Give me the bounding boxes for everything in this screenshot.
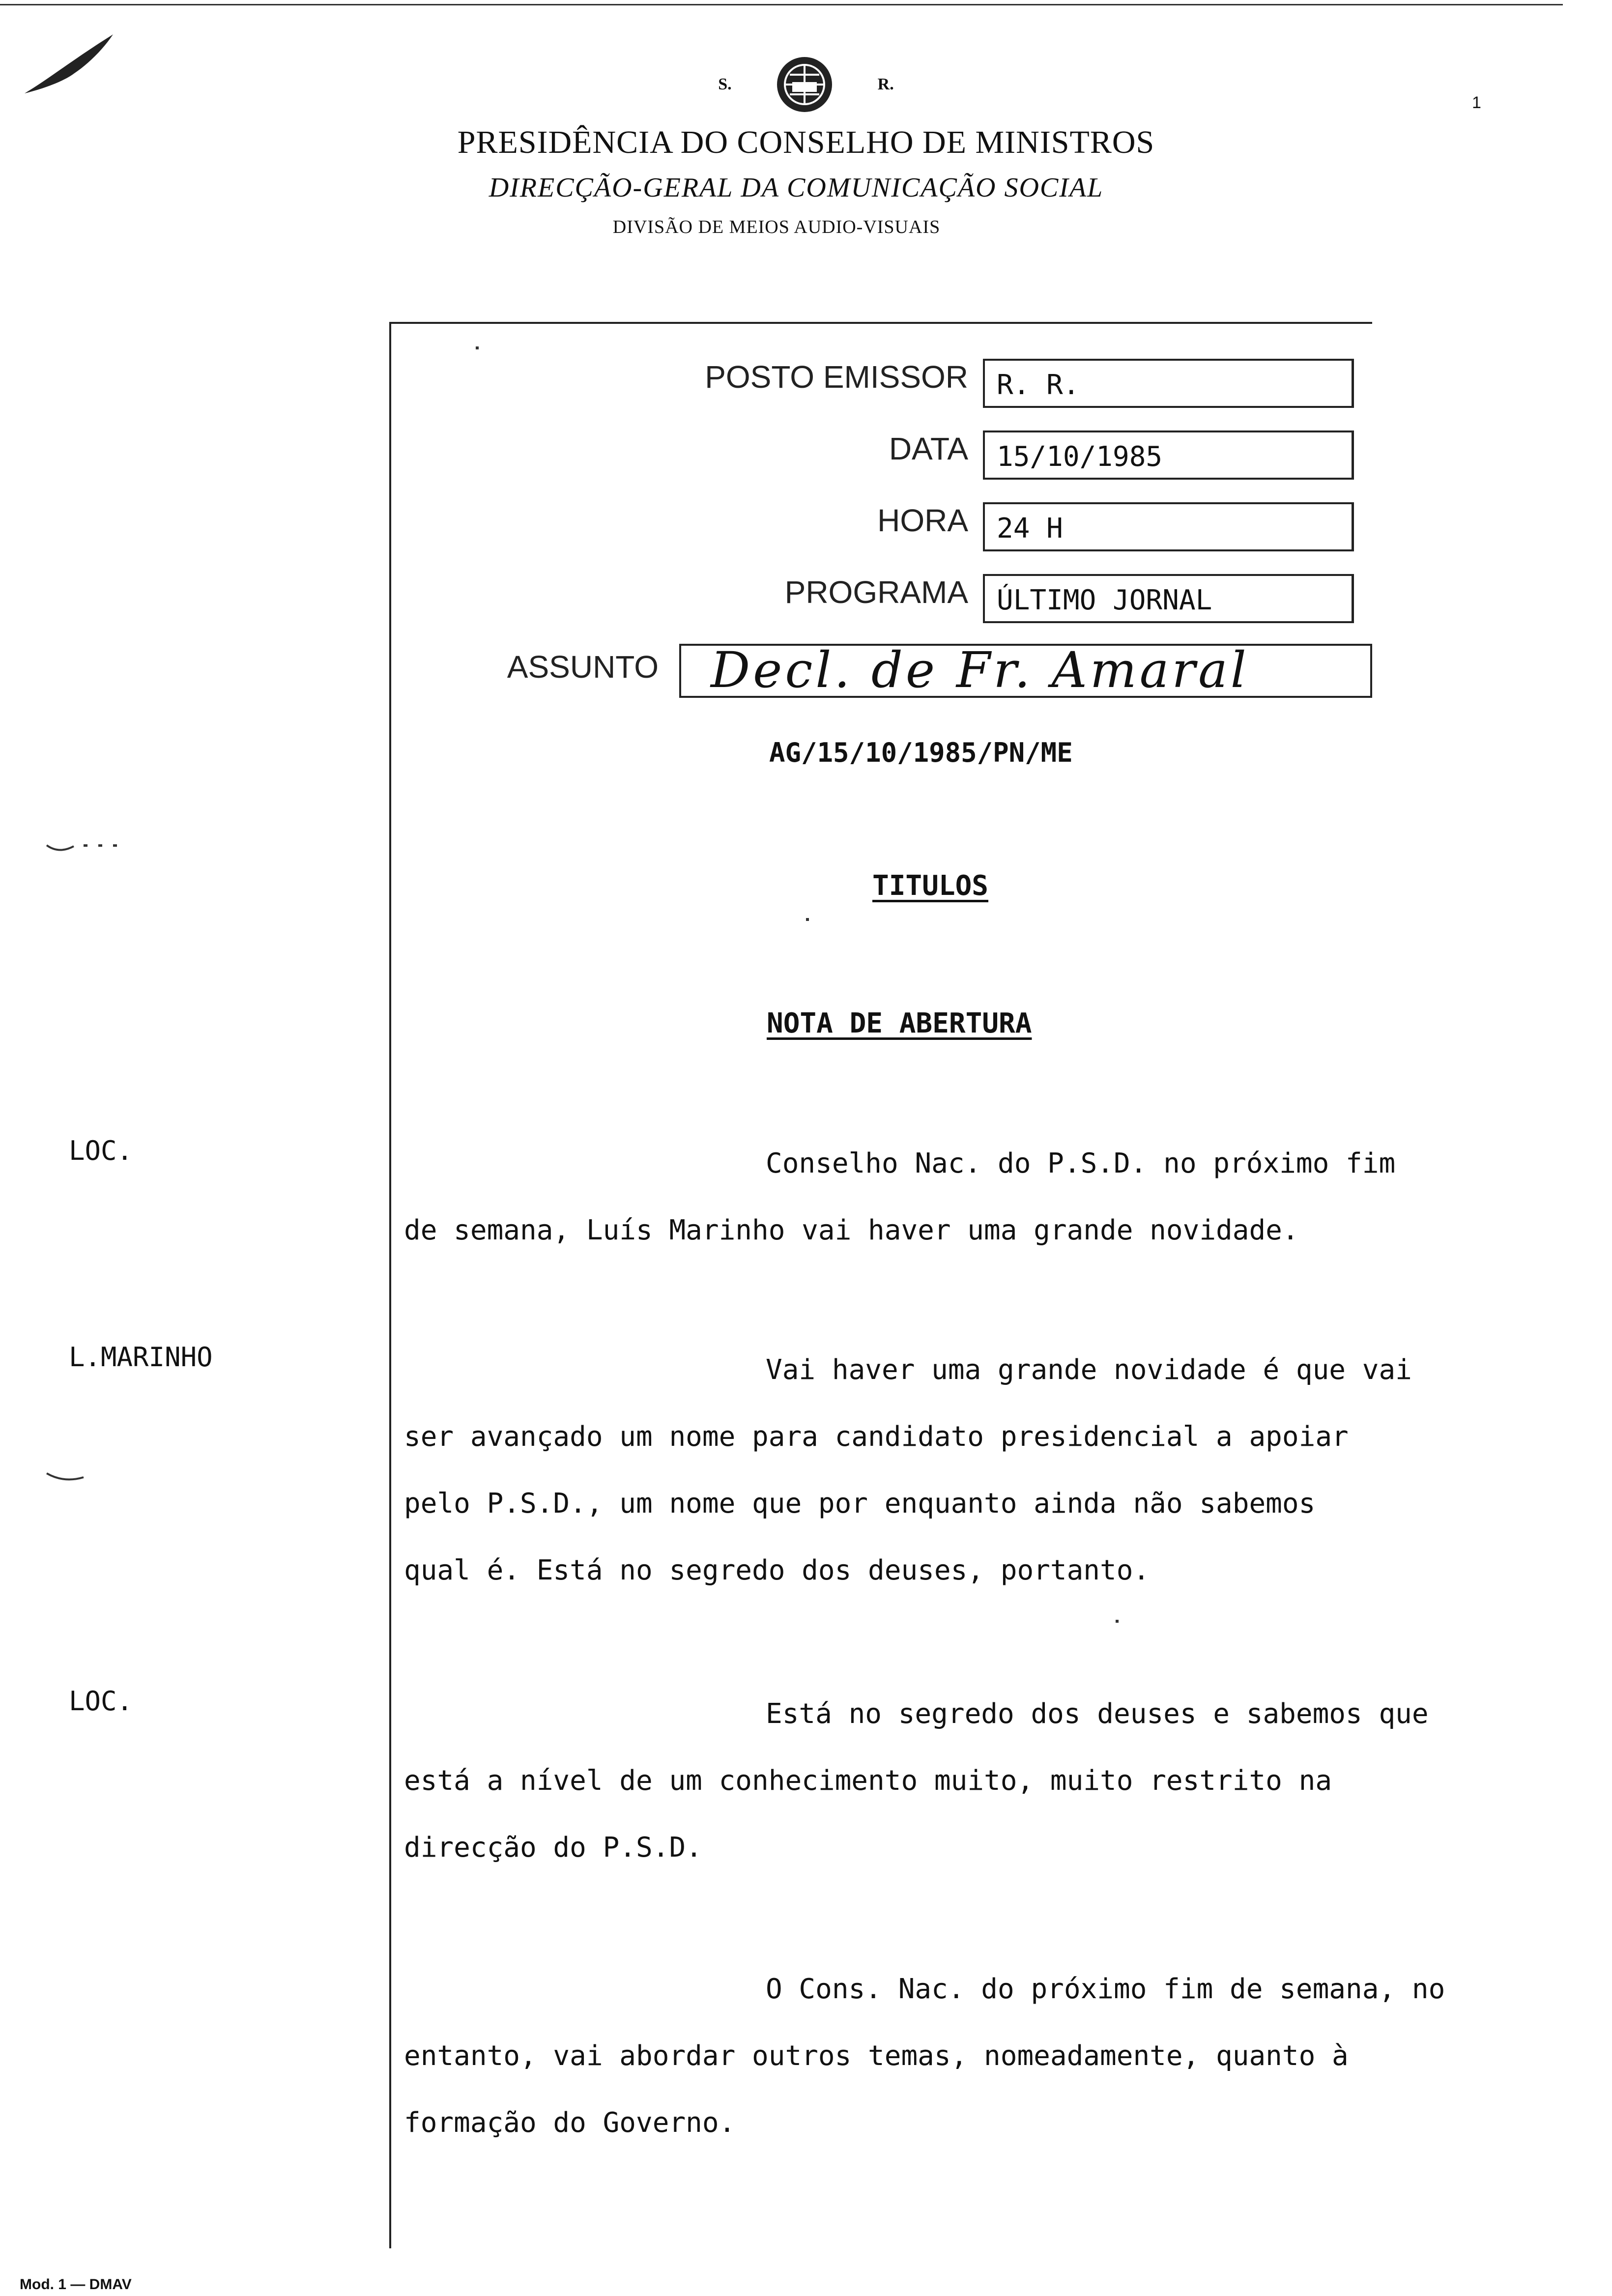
hora-label: HORA bbox=[877, 503, 968, 538]
data-label: DATA bbox=[889, 431, 968, 466]
paragraph-line: O Cons. Nac. do próximo fim de semana, no bbox=[766, 1973, 1445, 2005]
assunto-handwritten-value: Decl. de Fr. Amaral bbox=[711, 641, 1249, 699]
paragraph-line: formação do Governo. bbox=[404, 2107, 736, 2139]
paragraph-1 bbox=[404, 1130, 1603, 1264]
paragraph-2 bbox=[404, 1337, 1603, 1604]
paragraph-line: Conselho Nac. do P.S.D. no próximo fim bbox=[766, 1148, 1396, 1179]
margin-scribble-icon bbox=[44, 835, 128, 855]
speaker-loc-2: LOC. bbox=[69, 1686, 133, 1717]
titulos-heading: TITULOS bbox=[872, 870, 989, 902]
page-number: 1 bbox=[1472, 93, 1481, 112]
hora-value: 24 H bbox=[983, 502, 1354, 551]
directorate-title: DIRECÇÃO-GERAL DA COMUNICAÇÃO SOCIAL bbox=[489, 172, 1104, 203]
nota-de-abertura-heading: NOTA DE ABERTURA bbox=[767, 1007, 1032, 1039]
data-value: 15/10/1985 bbox=[983, 430, 1354, 480]
form-top-border bbox=[389, 322, 1372, 324]
posto-emissor-value: R. R. bbox=[983, 359, 1354, 408]
form-model-footer: Mod. 1 — DMAV bbox=[20, 2276, 132, 2293]
seal-right-text: R. bbox=[877, 75, 894, 93]
paragraph-line: pelo P.S.D., um nome que por enquanto ainda não sabemos bbox=[404, 1488, 1316, 1520]
speaker-loc-1: LOC. bbox=[69, 1135, 133, 1166]
paragraph-line: Vai haver uma grande novidade é que vai bbox=[766, 1354, 1412, 1386]
paragraph-line: está a nível de um conhecimento muito, muito restrito na bbox=[404, 1765, 1332, 1797]
posto-emissor-label: POSTO EMISSOR bbox=[705, 359, 968, 395]
form-left-border bbox=[389, 322, 391, 2248]
programa-value: ÚLTIMO JORNAL bbox=[983, 574, 1354, 623]
seal-left-text: S. bbox=[718, 75, 732, 93]
paragraph-line: entanto, vai abordar outros temas, nomeadamente, quanto à bbox=[404, 2040, 1349, 2072]
margin-tick-icon bbox=[44, 1469, 88, 1484]
speaker-l-marinho: L.MARINHO bbox=[69, 1342, 213, 1373]
paragraph-4 bbox=[404, 1956, 1603, 2156]
paragraph-line: qual é. Está no segredo dos deuses, portanto. bbox=[404, 1554, 1150, 1586]
paragraph-line: Está no segredo dos deuses e sabemos que bbox=[766, 1698, 1429, 1730]
paragraph-3 bbox=[404, 1681, 1603, 1881]
stray-mark bbox=[476, 346, 479, 349]
stray-dot bbox=[1116, 1620, 1119, 1623]
top-rule bbox=[0, 4, 1563, 5]
assunto-label: ASSUNTO bbox=[507, 649, 659, 685]
programa-label: PROGRAMA bbox=[784, 574, 968, 610]
coat-of-arms-seal-icon bbox=[775, 55, 834, 114]
assunto-box bbox=[679, 641, 1372, 699]
stray-dot bbox=[806, 918, 809, 921]
institution-title: PRESIDÊNCIA DO CONSELHO DE MINISTROS bbox=[457, 124, 1155, 160]
seal-row bbox=[0, 55, 1612, 114]
reference-code: AG/15/10/1985/PN/ME bbox=[769, 737, 1073, 768]
paragraph-line: de semana, Luís Marinho vai haver uma grande novidade. bbox=[404, 1214, 1299, 1246]
paragraph-line: ser avançado um nome para candidato presidencial a apoiar bbox=[404, 1421, 1349, 1453]
paragraph-line: direcção do P.S.D. bbox=[404, 1832, 702, 1864]
division-title: DIVISÃO DE MEIOS AUDIO-VISUAIS bbox=[612, 217, 941, 237]
